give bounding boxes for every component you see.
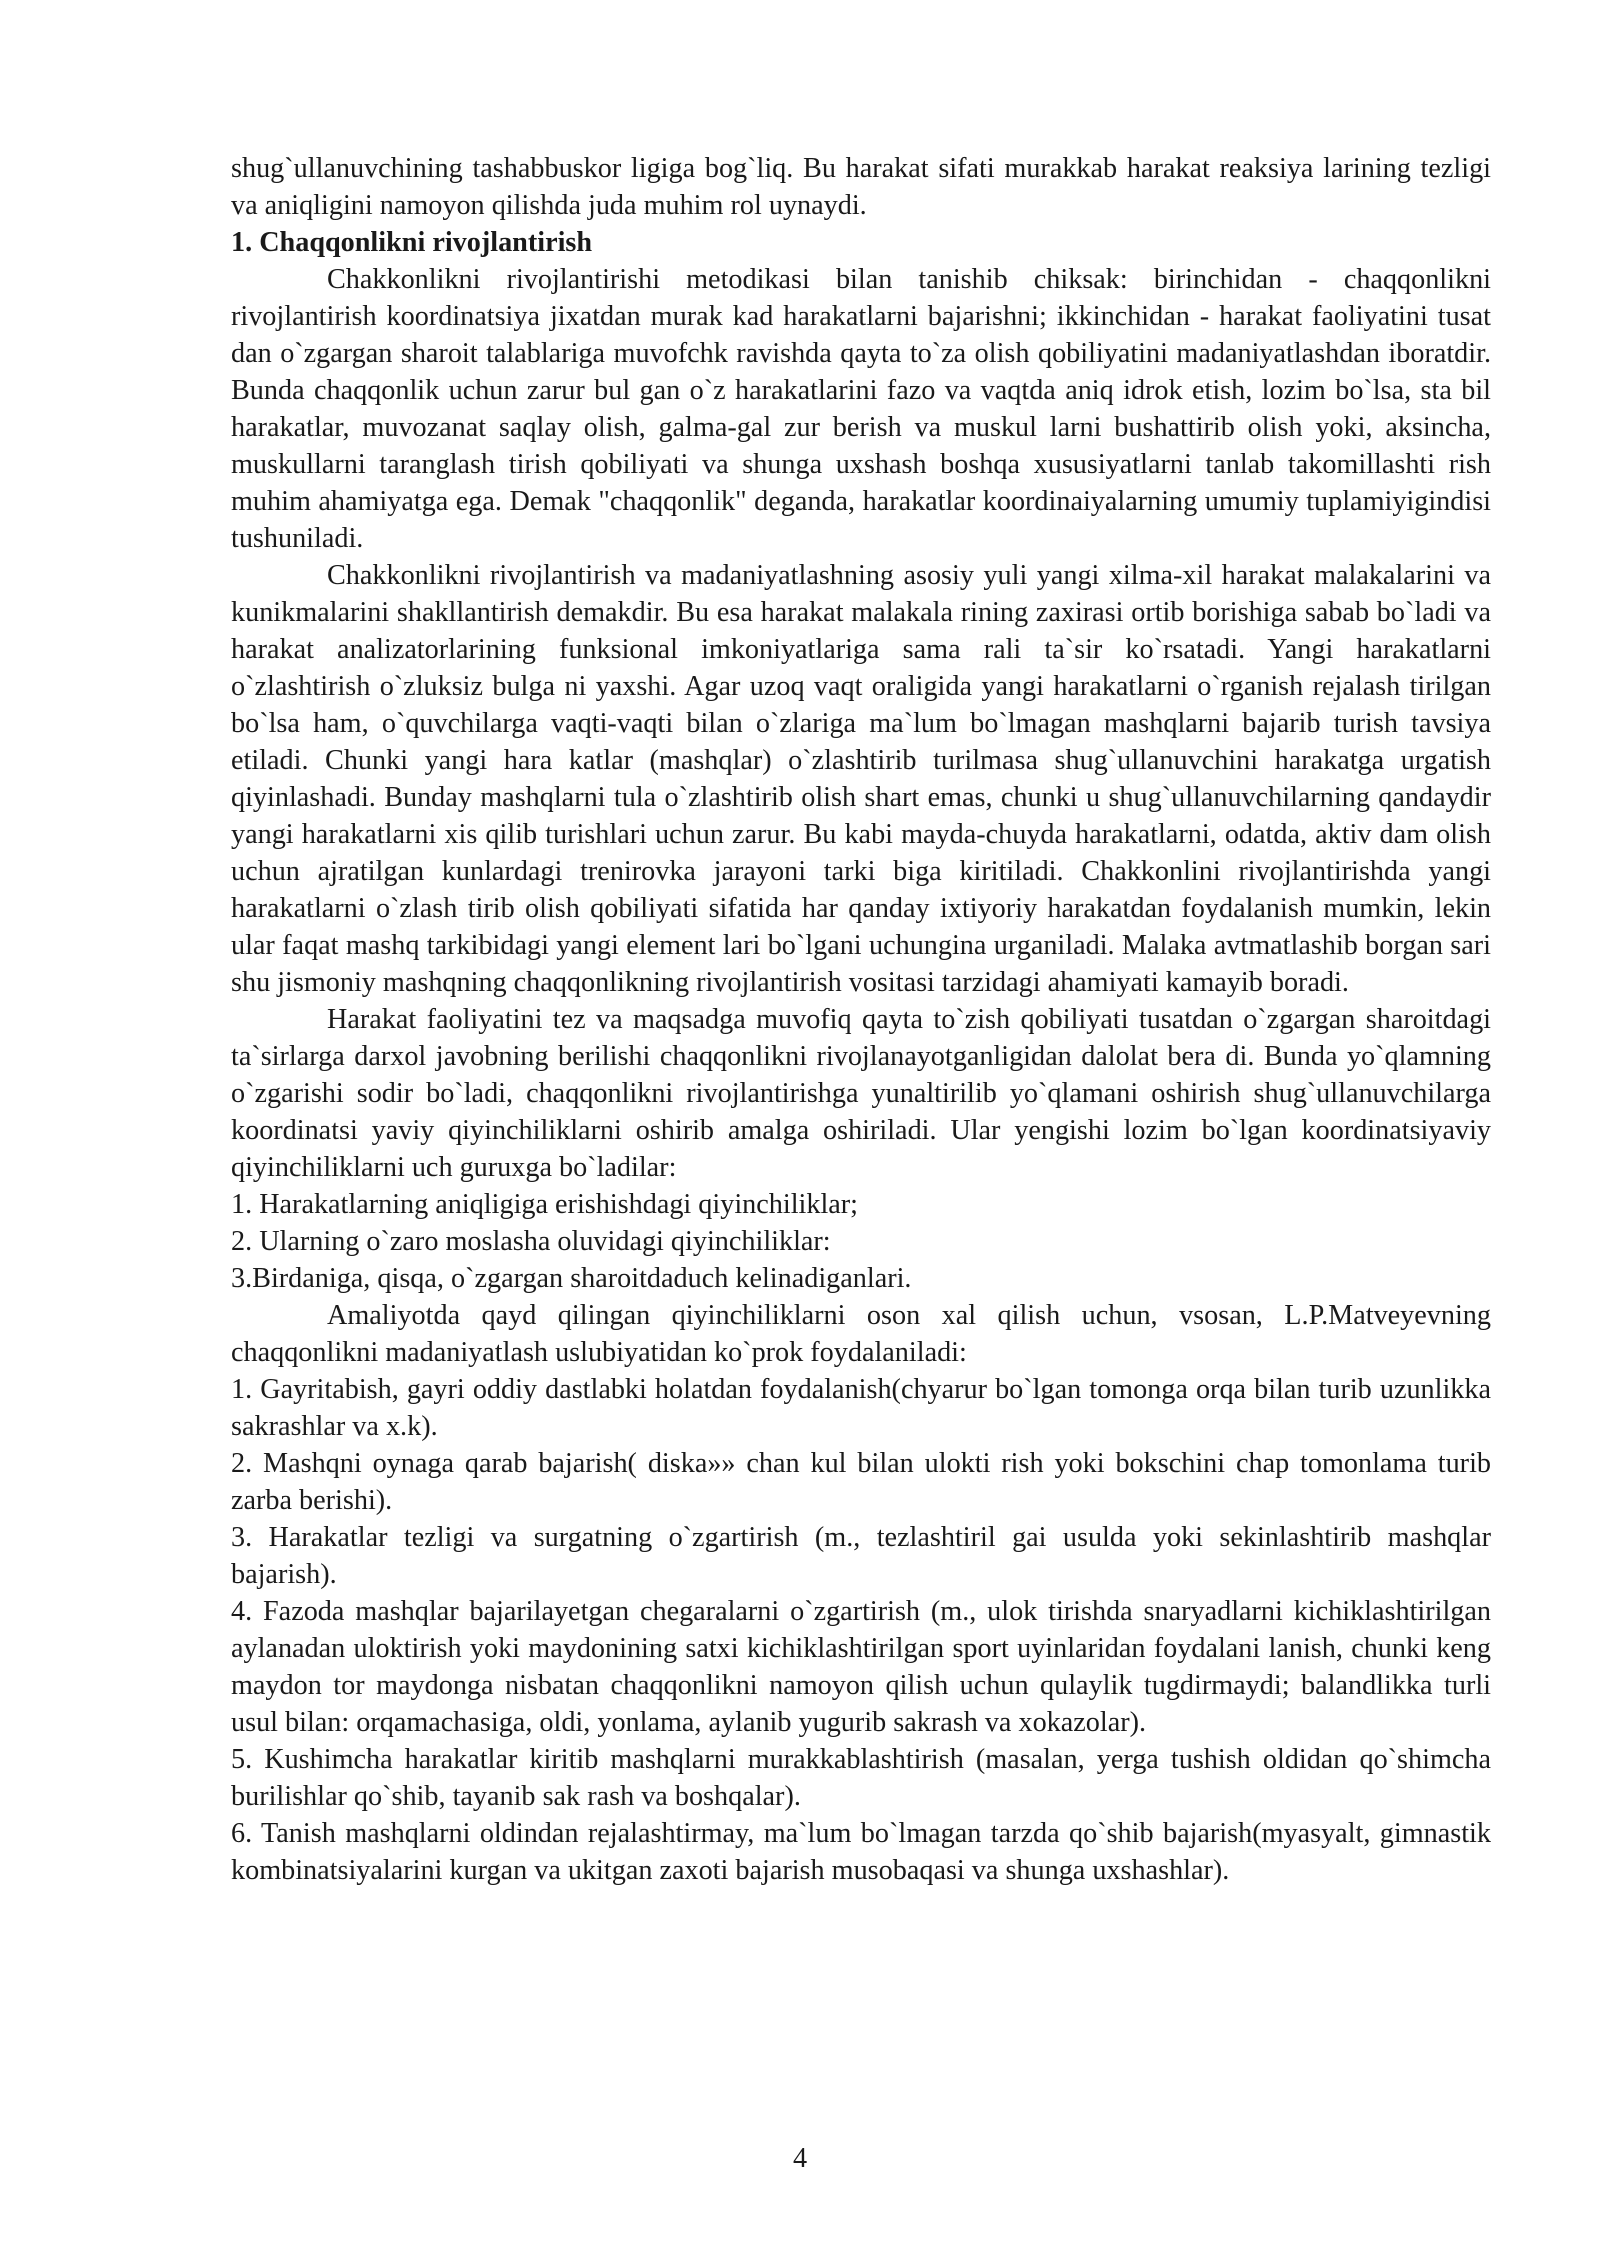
list-one-item: 2. Ularning o`zaro moslasha oluvidagi qiyinchiliklar: bbox=[231, 1226, 831, 1257]
paragraph-1: Chakkonlikni rivojlantirishi metodikasi bilan tanishib chiksak: birinchidan - chaqqonlikni rivojlantirish koordinatsiya jixatdan murak kad harakatlarni bajarishni; ikkinchidan - harakat faoliyatini tusat dan o`zgargan sharoit talablariga muvofchk ravishda qayta to`za olish qobiliyatini madaniyatlashdan iboratdir. Bunda chaqqonlik uchun zarur bul gan o`z harakatlarini fazo va vaqtda aniq idrok etish, lozim bo`lsa, sta bil harakatlar, muvozanat saqlay olish, galma-gal zur berish va muskul larni bushattirib olish yoki, aksincha, muskullarni taranglash tirish qobiliyati va shunga uxshash boshqa xususiyatlarni tanlab takomillashti rish muhim ahamiyatga ega. Demak "chaqqonlik" deganda, harakatlar koordinaiyalarning umumiy tuplamiyigindisi tushuniladi. bbox=[231, 264, 1491, 554]
section-heading: 1. Chaqqonlikni rivojlantirish bbox=[231, 227, 593, 258]
list-two-item: 4. Fazoda mashqlar bajarilayetgan chegaralarni o`zgartirish (m., ulok tirishda snaryadlarni kichiklashtirilgan aylanadan uloktirish yoki maydonining satxi kichiklashtirilgan sport uyinlaridan foydalani lanish, chunki keng maydon tor maydonga nisbatan chaqqonlikni namoyon qilish uchun qulaylik tugdirmaydi; balandlikka turli usul bilan: orqamachasiga, oldi, yonlama, aylanib yugurib sakrash va xokazolar). bbox=[231, 1596, 1491, 1738]
page-number: 4 bbox=[792, 2143, 808, 2174]
list-two-item: 5. Kushimcha harakatlar kiritib mashqlarni murakkablashtirish (masalan, yerga tushish oldidan qo`shimcha burilishlar qo`shib, tayanib sak rash va boshqalar). bbox=[231, 1744, 1491, 1812]
list-two-item: 2. Mashqni oynaga qarab bajarish( diska»» chan kul bilan ulokti rish yoki bokschini chap tomonlama turib zarba berishi). bbox=[231, 1448, 1491, 1516]
list-one-item: 1. Harakatlarning aniqligiga erishishdagi qiyinchiliklar; bbox=[231, 1189, 859, 1220]
paragraph-2: Chakkonlikni rivojlantirish va madaniyatlashning asosiy yuli yangi xilma-xil harakat malakalarini va kunikmalarini shakllantirish demakdir. Bu esa harakat malakala rining zaxirasi ortib borishiga sabab bo`ladi va harakat analizatorlarining funksional imkoniyatlariga sama rali ta`sir ko`rsatadi. Yangi harakatlarni o`zlashtirish o`zluksiz bulga ni yaxshi. Agar uzoq vaqt oraligida yangi harakatlarni o`rganish rejalash tirilgan bo`lsa ham, o`quvchilarga vaqti-vaqti bilan o`zlariga ma`lum bo`lmagan mashqlarni bajarib turish tavsiya etiladi. Chunki yangi hara katlar (mashqlar) o`zlashtirib turilmasa shug`ullanuvchini harakatga urgatish qiyinlashadi. Bunday mashqlarni tula o`zlashtirib olish shart emas, chunki u shug`ullanuvchilarning qandaydir yangi harakatlarni xis qilib turishlari uchun zarur. Bu kabi mayda-chuyda harakatlarni, odatda, aktiv dam olish uchun ajratilgan kunlardagi trenirovka jarayoni tarki biga kiritiladi. Chakkonlini rivojlantirishda yangi harakatlarni o`zlash tirib olish qobiliyati sifatida har qanday ixtiyoriy harakatdan foydalanish mumkin, lekin ular faqat mashq tarkibidagi yangi element lari bo`lgani uchungina urganiladi. Malaka avtmatlashib borgan sari shu jismoniy mashqning chaqqonlikning rivojlantirish vositasi tarzidagi ahamiyati kamayib boradi. bbox=[231, 560, 1491, 998]
list-two-item: 1. Gayritabish, gayri oddiy dastlabki holatdan foydalanish(chyarur bo`lgan tomonga orqa bilan turib uzunlikka sakrashlar va x.k). bbox=[231, 1374, 1491, 1442]
document-page bbox=[231, 150, 1491, 1889]
continuation-paragraph: shug`ullanuvchining tashabbuskor ligiga bog`liq. Bu harakat sifati murakkab harakat reaksiya larining tezligi va aniqligini namoyon qilishda juda muhim rol uynaydi. bbox=[231, 153, 1491, 221]
paragraph-matveyev: Amaliyotda qayd qilingan qiyinchiliklarni oson xal qilish uchun, vsosan, L.P.Matveyevning chaqqonlikni madaniyatlash uslubiyatidan ko`prok foydalaniladi: bbox=[231, 1300, 1491, 1368]
list-two-item: 6. Tanish mashqlarni oldindan rejalashtirmay, ma`lum bo`lmagan tarzda qo`shib bajarish(myasyalt, gimnastik kombinatsiyalarini kurgan va ukitgan zaxoti bajarish musobaqasi va shunga uxshashlar). bbox=[231, 1818, 1491, 1886]
paragraph-3: Harakat faoliyatini tez va maqsadga muvofiq qayta to`zish qobiliyati tusatdan o`zgargan sharoitdagi ta`sirlarga darxol javobning berilishi chaqqonlikni rivojlanayotganligidan dalolat bera di. Bunda yo`qlamning o`zgarishi sodir bo`ladi, chaqqonlikni rivojlantirishga yunaltirilib yo`qlamani oshirish shug`ullanuvchilarga koordinatsi yaviy qiyinchiliklarni oshirib amalga oshiriladi. Ular yengishi lozim bo`lgan koordinatsiyaviy qiyinchiliklarni uch guruxga bo`ladilar: bbox=[231, 1004, 1491, 1183]
list-one-item: 3.Birdaniga, qisqa, o`zgargan sharoitdaduch kelinadiganlari. bbox=[231, 1263, 912, 1294]
list-two-item: 3. Harakatlar tezligi va surgatning o`zgartirish (m., tezlashtiril gai usulda yoki sekinlashtirib mashqlar bajarish). bbox=[231, 1522, 1491, 1590]
